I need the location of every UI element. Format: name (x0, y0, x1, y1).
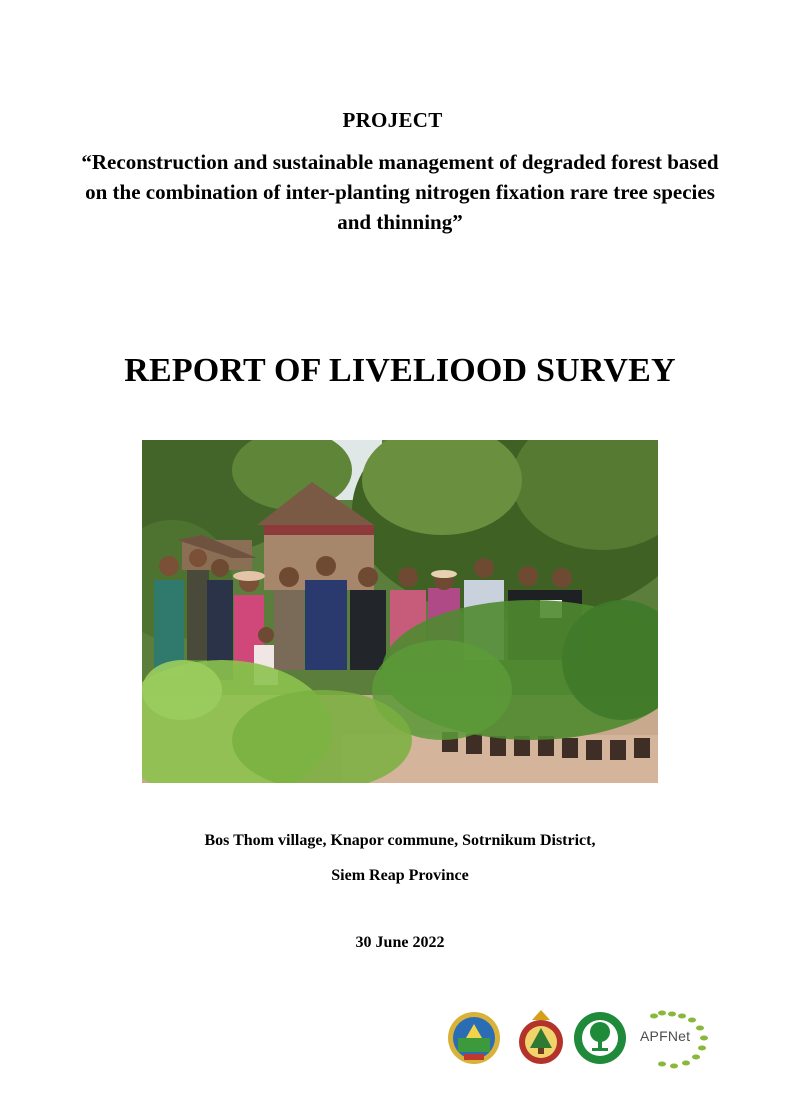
partner-logos (446, 1008, 716, 1070)
project-title: “Reconstruction and sustainable management of degraded forest based on the combination of inter-planting nitrogen fixation rare tree species and thinning” (81, 150, 719, 234)
report-title: REPORT OF LIVELIOOD SURVEY (124, 352, 676, 389)
forestry-administration-logo (514, 1008, 568, 1073)
project-label: PROJECT (342, 108, 443, 132)
ministry-emblem-logo (446, 1008, 502, 1073)
report-date: 30 June 2022 (355, 934, 445, 951)
cover-photo (142, 440, 658, 783)
apfnet-logo-text: APFNet (640, 1028, 691, 1044)
location-line-province: Siem Reap Province (331, 867, 469, 884)
location-line-village: Bos Thom village, Knapor commune, Sotrnikum District, (204, 832, 596, 849)
academy-of-forestry-logo (572, 1008, 628, 1073)
